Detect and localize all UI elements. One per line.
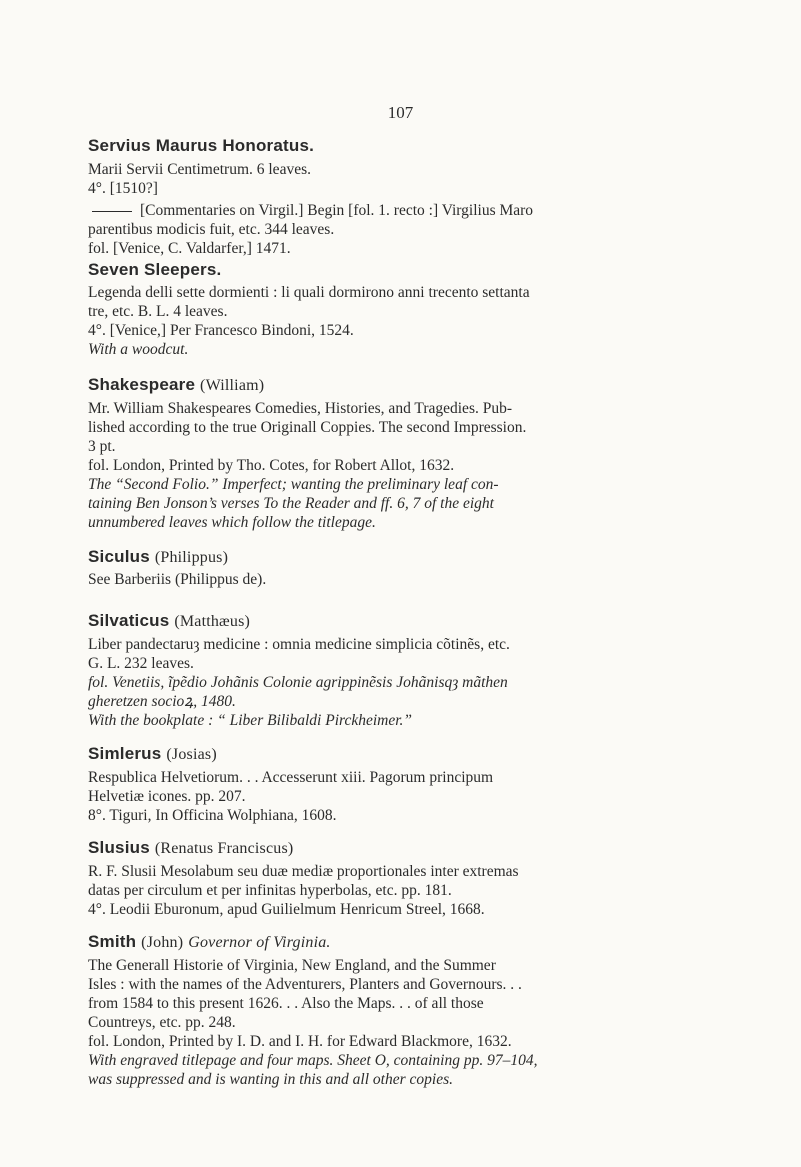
entry-heading-forename: (John) xyxy=(141,934,184,951)
ditto-rule xyxy=(92,211,132,212)
entry-line: With a woodcut. xyxy=(88,341,189,358)
entry-note: unnumbered leaves which follow the titlepage. xyxy=(88,514,376,531)
entry-line: Legenda delli sette dormienti : li quali dormirono anni trecento settanta xyxy=(88,284,530,301)
entry-line: 4°. [1510?] xyxy=(88,180,158,197)
entry-line: The Generall Historie of Virginia, New England, and the Summer xyxy=(88,957,496,974)
entry-line: lished according to the true Originall Coppies. The second Impression. xyxy=(88,419,527,436)
entry-note: was suppressed and is wanting in this and all other copies. xyxy=(88,1071,453,1088)
entry-heading-forename: (Renatus Franciscus) xyxy=(154,840,294,857)
entry-heading-forename: (Matthæus) xyxy=(174,613,251,630)
entry-heading xyxy=(88,375,768,395)
entry-note: The “Second Folio.” Imperfect; wanting the preliminary leaf con- xyxy=(88,476,499,493)
entry-heading-name: Smith xyxy=(88,932,137,951)
entry-line: Mr. William Shakespeares Comedies, Histories, and Tragedies. Pub- xyxy=(88,400,513,417)
entry-line: Helvetiæ icones. pp. 207. xyxy=(88,788,246,805)
entry-line: 8°. Tiguri, In Officina Wolphiana, 1608. xyxy=(88,807,337,824)
entry-heading xyxy=(88,611,768,631)
entry-line: Countreys, etc. pp. 248. xyxy=(88,1014,236,1031)
entry-heading: Seven Sleepers. xyxy=(88,260,222,279)
entry-line-text: [Commentaries on Virgil.] Begin [fol. 1. recto :] Virgilius Maro xyxy=(140,202,534,219)
entry-heading-title: Governor of Virginia. xyxy=(188,934,331,951)
page-number: 107 xyxy=(387,103,414,122)
entry-line: datas per circulum et per infinitas hyperbolas, etc. pp. 181. xyxy=(88,882,452,899)
catalogue-entry xyxy=(88,611,768,730)
entry-heading xyxy=(88,838,768,858)
entry-heading-name: Simlerus xyxy=(88,744,162,763)
entry-line: gheretzen socioꝝ, 1480. xyxy=(88,693,236,710)
entry-heading: Servius Maurus Honoratus. xyxy=(88,136,315,155)
entry-heading xyxy=(88,932,768,952)
catalogue-entry xyxy=(88,744,768,825)
entry-line: Respublica Helvetiorum. . . Accesserunt xiii. Pagorum principum xyxy=(88,769,494,786)
entry-heading xyxy=(88,547,768,567)
entry-line: fol. London, Printed by Tho. Cotes, for Robert Allot, 1632. xyxy=(88,457,455,474)
entry-line: 4°. Leodii Eburonum, apud Guilielmum Henricum Streel, 1668. xyxy=(88,901,485,918)
entry-heading-name: Siculus xyxy=(88,547,150,566)
entry-line: fol. Venetiis, ĩpẽdio Johãnis Colonie agrippinẽsis Johãnisqȝ mãthen xyxy=(88,674,508,691)
cross-reference: See Barberiis (Philippus de). xyxy=(88,571,267,588)
entry-line: fol. London, Printed by I. D. and I. H. for Edward Blackmore, 1632. xyxy=(88,1033,512,1050)
entry-heading xyxy=(88,744,768,764)
catalogue-entry xyxy=(88,932,768,1089)
catalogue-entry xyxy=(88,136,768,258)
catalogue-entry xyxy=(88,547,768,589)
entry-note: With the bookplate : “ Liber Bilibaldi Pirckheimer.” xyxy=(88,712,413,729)
entry-line: R. F. Slusii Mesolabum seu duæ mediæ proportionales inter extremas xyxy=(88,863,519,880)
entry-heading-name: Slusius xyxy=(88,838,150,857)
entry-line: fol. [Venice, C. Valdarfer,] 1471. xyxy=(88,240,291,257)
entry-note: With engraved titlepage and four maps. Sheet O, containing pp. 97–104, xyxy=(88,1052,538,1069)
entry-line: G. L. 232 leaves. xyxy=(88,655,194,672)
entry-line: Marii Servii Centimetrum. 6 leaves. xyxy=(88,161,311,178)
entry-line: 4°. [Venice,] Per Francesco Bindoni, 1524. xyxy=(88,322,354,339)
entry-heading-name: Shakespeare xyxy=(88,375,196,394)
entry-heading-forename: (Philippus) xyxy=(154,549,229,566)
entry-heading-forename: (William) xyxy=(200,377,265,394)
entry-heading-forename: (Josias) xyxy=(166,746,217,763)
entry-line xyxy=(88,201,768,220)
catalogue-entry xyxy=(88,838,768,919)
entry-note: taining Ben Jonson’s verses To the Reader and ff. 6, 7 of the eight xyxy=(88,495,494,512)
catalogue-entry xyxy=(88,260,768,359)
entry-line: Isles : with the names of the Adventurers, Planters and Governours. . . xyxy=(88,976,522,993)
entry-line: tre, etc. B. L. 4 leaves. xyxy=(88,303,228,320)
entry-heading-name: Silvaticus xyxy=(88,611,170,630)
entry-line: parentibus modicis fuit, etc. 344 leaves. xyxy=(88,221,335,238)
entry-line: 3 pt. xyxy=(88,438,116,455)
catalogue-entry xyxy=(88,375,768,532)
entry-line: Liber pandectaruȝ medicine : omnia medicine simplicia cõtinẽs, etc. xyxy=(88,636,510,653)
entry-line: from 1584 to this present 1626. . . Also the Maps. . . of all those xyxy=(88,995,484,1012)
